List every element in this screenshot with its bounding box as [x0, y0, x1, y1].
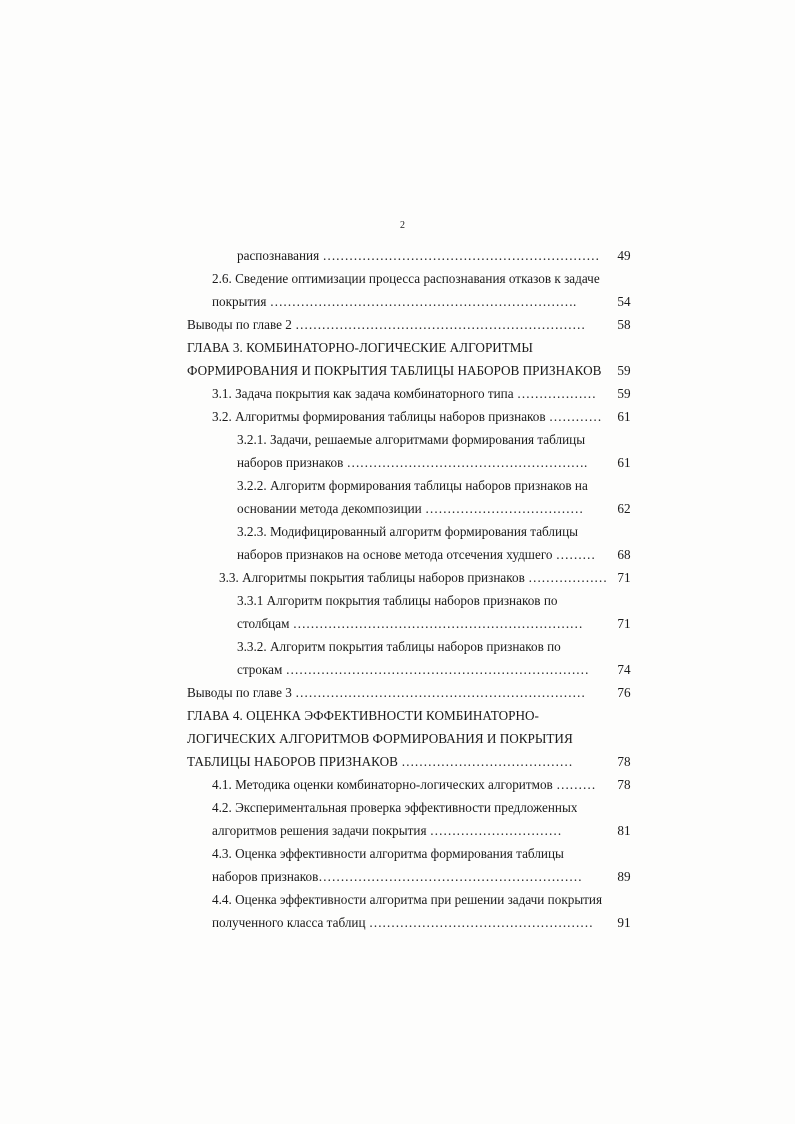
toc-entry-text: ЛОГИЧЕСКИХ АЛГОРИТМОВ ФОРМИРОВАНИЯ И ПОКРЫТИЯ — [187, 731, 573, 746]
toc-entry-page — [614, 269, 634, 289]
toc-entry-text: основании метода декомпозиции ……………………………… — [237, 501, 584, 516]
toc-entry-text: полученного класса таблиц …………………………………………… — [212, 915, 594, 930]
toc-entry-text: распознавания ……………………………………………………… — [237, 248, 600, 263]
toc-entry-text: 4.2. Экспериментальная проверка эффективности предложенных — [212, 800, 578, 815]
toc-entry-page: 89 — [617, 869, 631, 884]
toc-entry-text: строкам …………………………………………………………… — [237, 662, 589, 677]
toc-entry-page — [614, 890, 634, 910]
toc-entry-text: 3.2.1. Задачи, решаемые алгоритмами формирования таблицы — [237, 432, 586, 447]
toc-entry-text: 4.1. Методика оценки комбинаторно-логических алгоритмов ……… — [212, 777, 596, 792]
toc-entry-text: 2.6. Сведение оптимизации процесса распознавания отказов к задаче — [212, 271, 600, 286]
toc-entry-page — [614, 729, 634, 749]
toc-entry-page: 61 — [617, 455, 631, 470]
toc-entry-text: ГЛАВА 4. ОЦЕНКА ЭФФЕКТИВНОСТИ КОМБИНАТОРНО- — [187, 708, 539, 723]
toc-entry-page — [614, 798, 634, 818]
toc-entry-text: Выводы по главе 2 ………………………………………………………… — [187, 317, 586, 332]
toc-entry-page: 76 — [617, 685, 631, 700]
toc-entry-page — [614, 430, 634, 450]
toc-entry-page: 74 — [617, 662, 631, 677]
toc-entry-text: наборов признаков…………………………………………………… — [212, 869, 583, 884]
toc-entry-text: алгоритмов решения задачи покрытия ………………………… — [212, 823, 562, 838]
toc-entry-page: 71 — [617, 616, 631, 631]
toc-entry-text: наборов признаков ………………………………………………. — [237, 455, 588, 470]
toc-entry-page: 91 — [617, 915, 631, 930]
toc-entry-page — [614, 338, 634, 358]
toc-entry-page: 62 — [617, 501, 631, 516]
toc-entry-page: 78 — [617, 754, 631, 769]
toc-entry-page — [614, 591, 634, 611]
toc-entry-text: 3.3.1 Алгоритм покрытия таблицы наборов признаков по — [237, 593, 558, 608]
toc-entry-text: 4.3. Оценка эффективности алгоритма формирования таблицы — [212, 846, 564, 861]
toc-entry-page — [614, 522, 634, 542]
toc-entry-page: 61 — [617, 409, 631, 424]
toc-entry-page: 81 — [617, 823, 631, 838]
toc-entry-page — [614, 637, 634, 657]
toc-entry-text: ТАБЛИЦЫ НАБОРОВ ПРИЗНАКОВ ………………………………… — [187, 754, 573, 769]
toc-entry-page: 54 — [617, 294, 631, 309]
toc-entry-page: 68 — [617, 547, 631, 562]
toc-entry-text: Выводы по главе 3 ………………………………………………………… — [187, 685, 586, 700]
toc-entry-text: 3.3.2. Алгоритм покрытия таблицы наборов признаков по — [237, 639, 561, 654]
toc-entry-page: 58 — [617, 317, 631, 332]
toc-entry-page — [614, 476, 634, 496]
toc-entry-text: 4.4. Оценка эффективности алгоритма при решении задачи покрытия — [212, 892, 603, 907]
toc-entry-page — [614, 844, 634, 864]
toc-entry-text: покрытия ……………………………………………………………. — [212, 294, 577, 309]
toc-entry-text: наборов признаков на основе метода отсечения худшего ……… — [237, 547, 596, 562]
toc-entry-text: 3.1. Задача покрытия как задача комбинаторного типа ……………… — [212, 386, 597, 401]
toc-entry-text: 3.2. Алгоритмы формирования таблицы наборов признаков ………… — [212, 409, 602, 424]
toc-entry-text: столбцам ………………………………………………………… — [237, 616, 583, 631]
toc-entry-text: ФОРМИРОВАНИЯ И ПОКРЫТИЯ ТАБЛИЦЫ НАБОРОВ ПРИЗНАКОВ — [187, 363, 602, 378]
toc-entry-page: 71 — [617, 570, 631, 585]
toc-entry-text: ГЛАВА 3. КОМБИНАТОРНО-ЛОГИЧЕСКИЕ АЛГОРИТМЫ — [187, 340, 533, 355]
page-number: 2 — [400, 220, 405, 231]
toc-entry-page: 49 — [617, 248, 631, 263]
toc-entry-page: 59 — [617, 386, 631, 401]
toc-entry-text: 3.2.3. Модифицированный алгоритм формирования таблицы — [237, 524, 578, 539]
toc-entry-page: 59 — [617, 363, 631, 378]
toc-entry-page: 78 — [617, 777, 631, 792]
toc-entry-text: 3.2.2. Алгоритм формирования таблицы наборов признаков на — [237, 478, 588, 493]
toc-entry-text: 3.3. Алгоритмы покрытия таблицы наборов признаков ……………… — [219, 570, 608, 585]
toc-entry-page — [614, 706, 634, 726]
